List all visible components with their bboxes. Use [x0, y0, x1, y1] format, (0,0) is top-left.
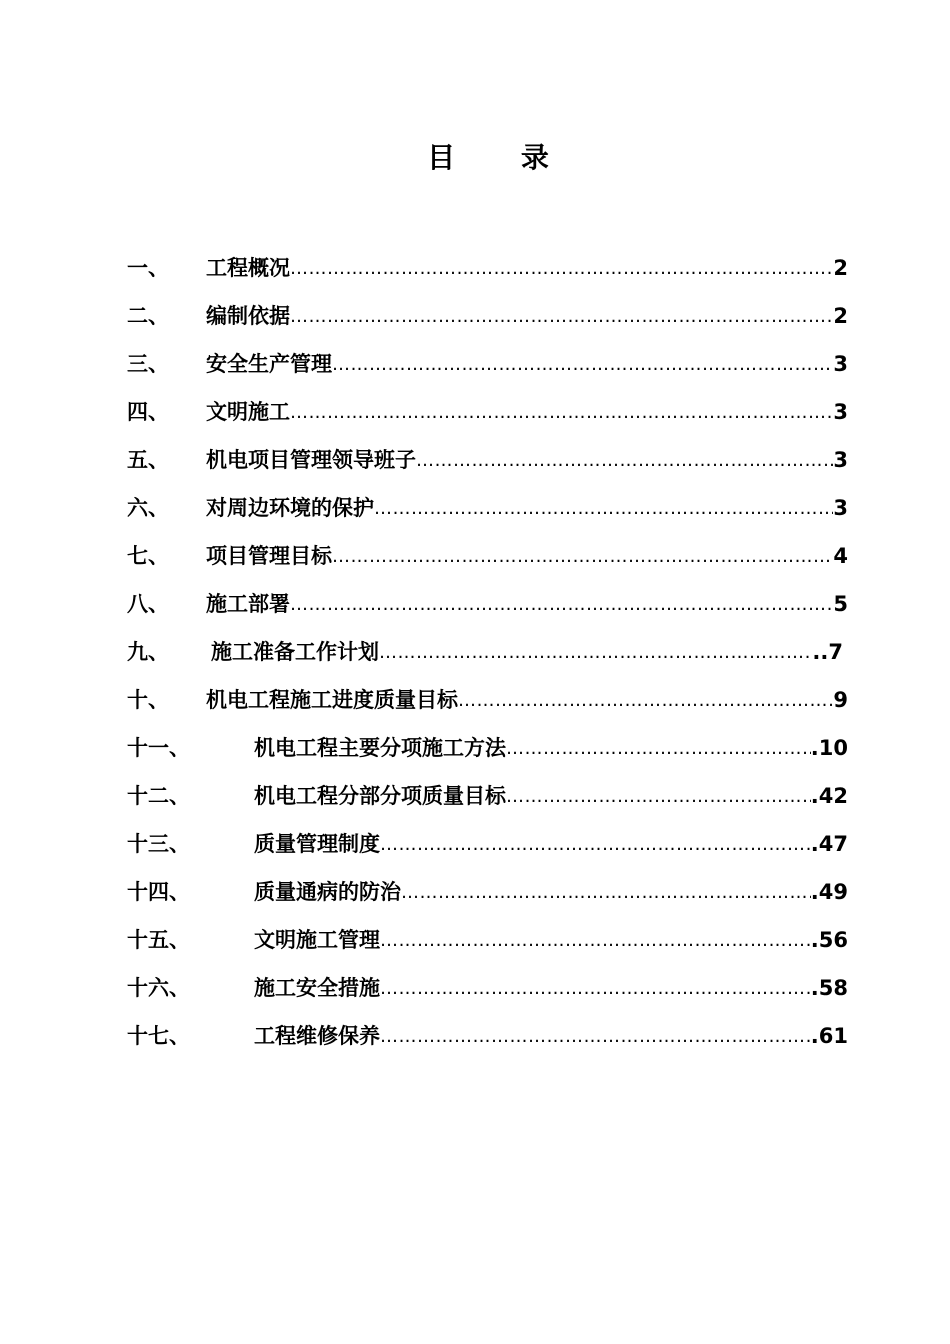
toc-entry[interactable]	[127, 728, 848, 768]
toc-entry-number: 八、	[127, 592, 169, 616]
toc-entry-label: 机电项目管理领导班子	[206, 448, 416, 472]
toc-entry-page: .42	[810, 784, 848, 808]
dot-leader	[380, 825, 811, 865]
toc-entry-page: 4	[833, 544, 848, 568]
toc-entry[interactable]	[127, 488, 848, 528]
toc-entry[interactable]	[127, 680, 848, 720]
toc-entry-label: 对周边环境的保护	[206, 496, 374, 520]
toc-entry-number: 二、	[127, 304, 169, 328]
toc-entry[interactable]	[127, 1016, 848, 1056]
toc-entry-label: 施工准备工作计划	[211, 640, 379, 664]
toc-entry[interactable]	[127, 776, 848, 816]
dot-leader	[332, 537, 833, 577]
toc-entry-number: 五、	[127, 448, 169, 472]
toc-entry-page: .47	[810, 832, 848, 856]
toc-entry-label: 质量管理制度	[254, 832, 380, 856]
dot-leader	[290, 249, 833, 289]
toc-entry-number: 十二、	[127, 784, 190, 808]
dot-leader	[458, 681, 833, 721]
toc-entry[interactable]	[127, 536, 848, 576]
dot-leader	[401, 873, 811, 913]
toc-entry-page: .49	[810, 880, 848, 904]
toc-entry-page: 2	[833, 304, 848, 328]
dot-leader	[506, 729, 811, 769]
toc-entry-label: 文明施工	[206, 400, 290, 424]
toc-entry-number: 一、	[127, 256, 169, 280]
toc-entry-label: 施工部署	[206, 592, 290, 616]
toc-entry-label: 质量通病的防治	[254, 880, 401, 904]
toc-entry[interactable]	[127, 248, 848, 288]
toc-entry-label: 工程概况	[206, 256, 290, 280]
dot-leader	[290, 297, 833, 337]
toc-entry[interactable]	[127, 872, 848, 912]
toc-entry-number: 十三、	[127, 832, 190, 856]
toc-entry-number: 四、	[127, 400, 169, 424]
toc-entry-page: .58	[810, 976, 848, 1000]
toc-entry-number: 十七、	[127, 1024, 190, 1048]
toc-entry-page: 2	[833, 256, 848, 280]
toc-entry-page: 3	[833, 496, 848, 520]
toc-entry[interactable]	[127, 440, 848, 480]
toc-entry[interactable]	[127, 920, 848, 960]
toc-entry-number: 九、	[127, 640, 169, 664]
toc-entry-page: .10	[810, 736, 848, 760]
toc-entry[interactable]	[127, 968, 848, 1008]
toc-entry-label: 施工安全措施	[254, 976, 380, 1000]
dot-leader	[416, 441, 833, 481]
toc-entry-number: 十四、	[127, 880, 190, 904]
toc-entry-number: 七、	[127, 544, 169, 568]
dot-leader	[290, 393, 833, 433]
toc-entry-label: 工程维修保养	[254, 1024, 380, 1048]
toc-entry[interactable]	[127, 584, 848, 624]
dot-leader	[332, 345, 833, 385]
dot-leader	[374, 489, 833, 529]
toc-entry-number: 十五、	[127, 928, 190, 952]
toc-entry-label: 机电工程施工进度质量目标	[206, 688, 458, 712]
toc-entry-number: 十、	[127, 688, 169, 712]
toc-entry-label: 安全生产管理	[206, 352, 332, 376]
toc-entry-page: 3	[833, 448, 848, 472]
toc-entry-label: 文明施工管理	[254, 928, 380, 952]
toc-entry-page: 3	[833, 400, 848, 424]
toc-entry-label: 编制依据	[206, 304, 290, 328]
dot-leader	[379, 633, 812, 673]
toc-entry-page: .61	[810, 1024, 848, 1048]
dot-leader	[380, 969, 811, 1009]
toc-entry[interactable]	[127, 392, 848, 432]
toc-entry-label: 机电工程主要分项施工方法	[254, 736, 506, 760]
toc-entry[interactable]	[127, 632, 843, 672]
toc-entry[interactable]	[127, 344, 848, 384]
toc-entry-page: 5	[833, 592, 848, 616]
toc-entry-page: 3	[833, 352, 848, 376]
toc-entry-page: 9	[833, 688, 848, 712]
toc-entry-number: 三、	[127, 352, 169, 376]
toc-entry-label: 机电工程分部分项质量目标	[254, 784, 506, 808]
page-title: 目 录	[427, 141, 577, 174]
toc-entry-page: ..7	[812, 640, 843, 664]
toc-entry-page: .56	[810, 928, 848, 952]
dot-leader	[380, 1017, 811, 1057]
toc-entry-number: 十一、	[127, 736, 190, 760]
dot-leader	[290, 585, 833, 625]
toc-entry-number: 十六、	[127, 976, 190, 1000]
toc-entry[interactable]	[127, 824, 848, 864]
toc-entry-number: 六、	[127, 496, 169, 520]
dot-leader	[380, 921, 811, 961]
toc-entry[interactable]	[127, 296, 848, 336]
toc-entry-label: 项目管理目标	[206, 544, 332, 568]
dot-leader	[506, 777, 811, 817]
